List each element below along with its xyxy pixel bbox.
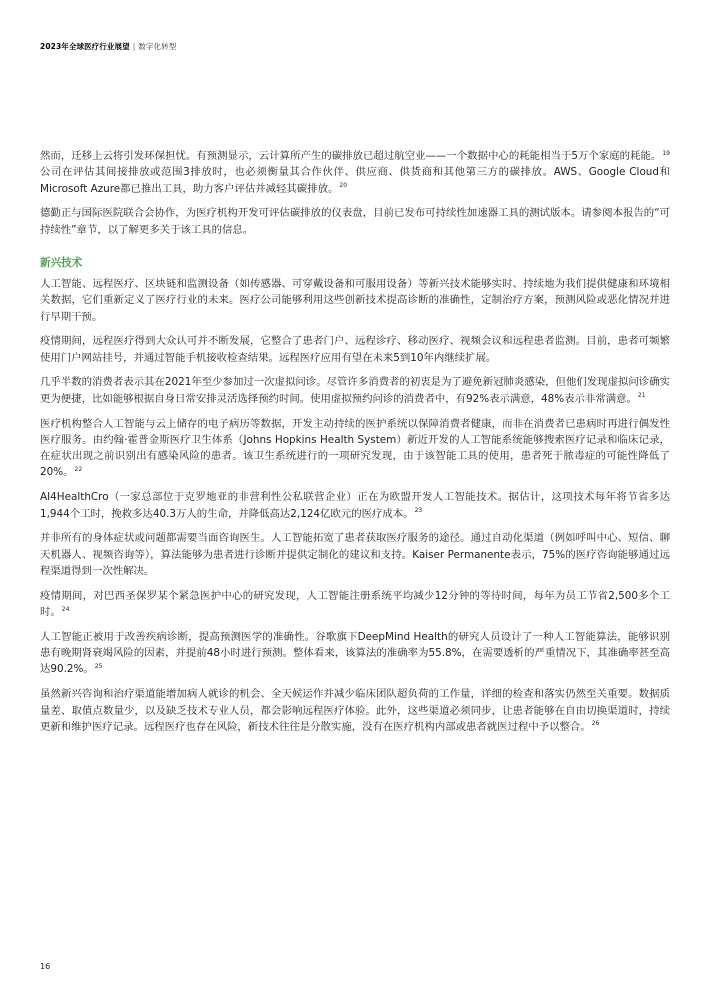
paragraph-text: 德勤正与国际医院联合会协作，为医疗机构开发可评估碳排放的仪表盘，目前已发布可持续性加速器工具的测试版本。请参阅本报告的“可持续性”章节，以了解更多关于该工具的信息。 — [40, 207, 670, 236]
paragraph-text: 疫情期间，对巴西圣保罗某个紧急医护中心的研究发现，人工智能注册系统平均减少12分钟的等待时间，每年为员工节省2,500多个工时。 — [40, 589, 670, 619]
running-header — [40, 41, 176, 52]
paragraph-text: 几乎半数的消费者表示其在2021年至少参加过一次虚拟问诊。尽管许多消费者的初衷是为了避免新冠肺炎感染，但他们发现虚拟问诊确实更为便捷，比如能够根据自身日常安排灵活选择预约时间。使用虚拟预约问诊的消费者中，有92%表示满意，48%表示非常满意。 — [40, 376, 670, 405]
footnote-ref-20: 20 — [339, 182, 348, 190]
paragraph-text: AI4HealthCro（一家总部位于克罗地亚的非营利性公私联营企业）正在为欧盟开发人工智能技术。据估计，这项技术每年将节省多达1,944个工时，挽救多达40.3万人的生命，并降低高达2,124亿欧元的医疗成本。 — [40, 491, 670, 520]
paragraph-text: 人工智能正被用于改善疾病诊断，提高预测医学的准确性。谷歌旗下DeepMind Health的研究人员设计了一种人工智能算法，能够识别患有晚期肾衰竭风险的因素，并提前48小时进行预测。整体看来，该算法的准确率为55.8%，在需要透析的严重情况下，其准确率甚至高达90.2%。 — [40, 630, 670, 676]
paragraph-emerging-tech-overview — [40, 276, 670, 325]
header-separator: | — [132, 42, 136, 51]
paragraph-virtual-visits — [40, 374, 670, 407]
paragraph-deepmind-health — [40, 629, 670, 678]
section-heading-emerging-tech: 新兴技术 — [40, 256, 83, 269]
paragraph-sao-paulo-study — [40, 588, 670, 621]
paragraph-deloitte-ihf — [40, 205, 670, 238]
page-number: 16 — [40, 962, 51, 971]
paragraph-cloud-emissions — [40, 148, 670, 197]
paragraph-telehealth-pandemic — [40, 333, 670, 366]
paragraph-text: 虽然新兴咨询和治疗渠道能增加病人就诊的机会、全天候运作并减少临床团队超负荷的工作量，详细的检查和落实仍然至关重要。数据质量差、取值点数量少，以及缺乏技术专业人员，都会影响远程医疗体验。此外，这些渠道必须同步，让患者能够在自由切换渠道时，持续更新和维护医疗记录。远程医疗也存在风险，新技术往往是分散实施，没有在医疗机构内部或患者就医过程中予以整合。 — [40, 688, 670, 733]
footnote-ref-22: 22 — [74, 465, 83, 473]
page-body — [40, 148, 670, 744]
section-label: 数字化转型 — [138, 42, 177, 51]
paragraph-text: 并非所有的身体症状或问题都需要当面咨询医生。人工智能拓宽了患者获取医疗服务的途径。通过自动化渠道（例如呼叫中心、短信、聊天机器人、视频咨询等），算法能够为患者进行诊断并提供定制化的建议和支持。Kaiser Permanente表示，75%的医疗咨询能够通过远程渠道得到一次性解决。 — [40, 532, 670, 577]
paragraph-text-continued: 公司在评估其间接排放或范围3排放时，也必须衡量其合作伙伴、供应商、供货商和其他第三方的碳排放。AWS、Google Cloud和Microsoft Azure都已推出工具，助力客户评估并减轻其碳排放。 — [40, 166, 670, 195]
footnote-ref-21: 21 — [637, 392, 646, 400]
footnote-ref-26: 26 — [591, 720, 600, 728]
paragraph-text: 人工智能、远程医疗、区块链和监测设备（如传感器、可穿戴设备和可服用设备）等新兴技术能够实时、持续地为我们提供健康和环境相关数据，它们重新定义了医疗行业的未来。医疗公司能够利用这些创新技术提高诊断的准确性，定制治疗方案，预测风险或恶化情况并进行早期干预。 — [40, 277, 670, 323]
paragraph-johns-hopkins-ai — [40, 416, 670, 481]
paragraph-kaiser-permanente — [40, 530, 670, 579]
document-title: 2023年全球医疗行业展望 — [40, 42, 130, 51]
paragraph-ai4healthcro — [40, 489, 670, 522]
paragraph-text: 然而，迁移上云将引发环保担忧。有预测显示，云计算所产生的碳排放已超过航空业——一个数据中心的耗能相当于5万个家庭的耗能。 — [40, 150, 662, 162]
footnote-ref-24: 24 — [61, 605, 70, 613]
paragraph-text: 医疗机构整合人工智能与云上储存的电子病历等数据，开发主动持续的医护系统以保障消费者健康，而非在消费者已患病时再进行偶发性医疗服务。由约翰·霍普金斯医疗卫生体系（Johns Hopkins Health System）新近开发的人工智能系统能够搜索医疗记录和临床记录，在症状出现之前识别出有感染风险的患者。该卫生系统进行的一项研究发现，由于该智能工具的使用，患者死于脓毒症的可能性降低了20%。 — [40, 417, 670, 479]
footnote-ref-25: 25 — [94, 662, 103, 670]
paragraph-text: 疫情期间，远程医疗得到大众认可并不断发展，它整合了患者门户、远程诊疗、移动医疗、视频会议和远程患者监测。目前，患者可频繁使用门户网站挂号，并通过智能手机接收检查结果。远程医疗应用有望在未来5到10年内继续扩展。 — [40, 335, 670, 364]
footnote-ref-23: 23 — [414, 507, 423, 515]
footnote-ref-19: 19 — [662, 149, 670, 157]
paragraph-telehealth-risks — [40, 686, 670, 735]
